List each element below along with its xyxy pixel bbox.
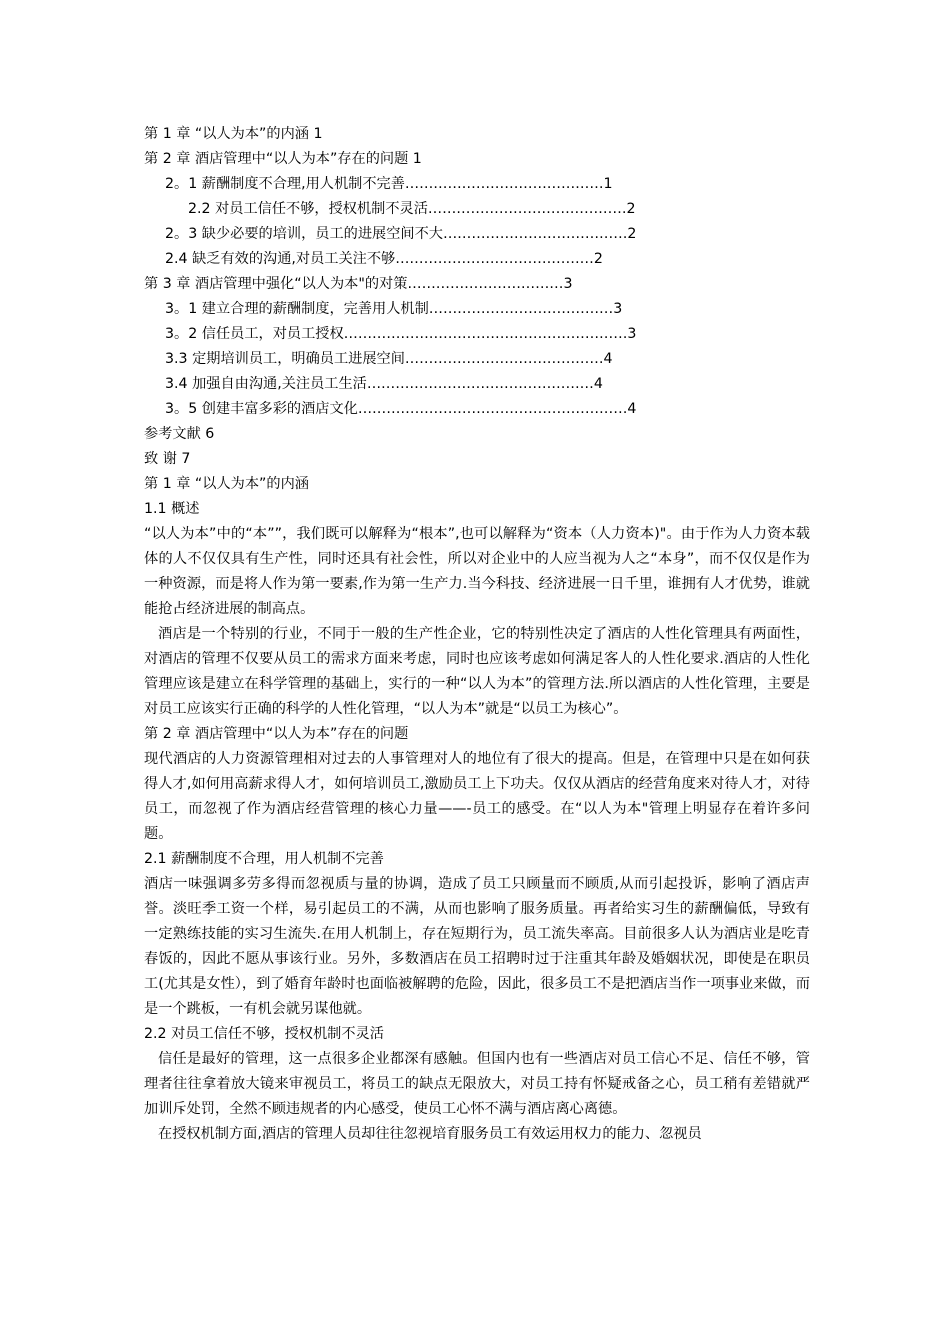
toc-entry-3-2: 3。2 信任员工，对员工授权……………………………………………………3: [165, 326, 637, 342]
section-2-2-heading: 2.2 对员工信任不够，授权机制不灵活: [144, 1026, 384, 1042]
section-2-1-heading: 2.1 薪酬制度不合理，用人机制不完善: [144, 851, 384, 867]
paragraph-2-intro: 现代酒店的人力资源管理相对过去的人事管理对人的地位有了很大的提高。但是，在管理中只是在如何获得人才,如何用高薪求得人才，如何培训员工,激励员工上下功夫。仅仅从酒店的经营角度来对待人才，对待员工，而忽视了作为酒店经营管理的核心力量——-员工的感受。在“以人为本"管理上明显存在着许多问题。: [144, 751, 810, 842]
toc-entry-ch2: 第 2 章 酒店管理中“以人为本”存在的问题 1: [144, 151, 422, 167]
toc-entry-2-2: 2.2 对员工信任不够，授权机制不灵活……………………………………2: [188, 201, 636, 217]
toc-entry-ch3: 第 3 章 酒店管理中强化“以人为本"的对策……………………………3: [144, 276, 573, 292]
table-of-contents: [144, 122, 810, 472]
paragraph-1-1-a: “以人为本”中的“本””，我们既可以解释为“根本”,也可以解释为“资本（人力资本)"。由于作为人力资本载体的人不仅仅具有生产性，同时还具有社会性，所以对企业中的人应当视为人之“本身”，而不仅仅是作为一种资源，而是将人作为第一要素,作为第一生产力.当今科技、经济进展一日千里，谁拥有人才优势，谁就能抢占经济进展的制高点。: [144, 526, 810, 617]
toc-entry-acknowledgements: 致 谢 7: [144, 451, 191, 467]
document-page: [144, 122, 810, 1147]
toc-entry-references: 参考文献 6: [144, 426, 215, 442]
toc-entry-2-1: 2。1 薪酬制度不合理,用人机制不完善……………………………………1: [165, 176, 613, 192]
toc-entry-2-4: 2.4 缺乏有效的沟通,对员工关注不够……………………………………2: [165, 251, 603, 267]
chapter-1-heading: 第 1 章 “以人为本”的内涵: [144, 476, 309, 492]
section-1-1-heading: 1.1 概述: [144, 501, 200, 517]
paragraph-2-2-b: 在授权机制方面,酒店的管理人员却往往忽视培育服务员工有效运用权力的能力、忽视员: [158, 1126, 702, 1142]
document-body: [144, 472, 810, 1147]
toc-entry-3-4: 3.4 加强自由沟通,关注员工生活…………………………………………4: [165, 376, 603, 392]
toc-entry-3-1: 3。1 建立合理的薪酬制度，完善用人机制…………………………………3: [165, 301, 623, 317]
toc-entry-3-5: 3。5 创建丰富多彩的酒店文化…………………………………………………4: [165, 401, 637, 417]
paragraph-2-1: 酒店一味强调多劳多得而忽视质与量的协调，造成了员工只顾量而不顾质,从而引起投诉，影响了酒店声誉。淡旺季工资一个样，易引起员工的不满，从而也影响了服务质量。再者给实习生的薪酬偏低，导致有一定熟练技能的实习生流失.在用人机制上，存在短期行为，员工流失率高。目前很多人认为酒店业是吃青春饭的，因此不愿从事该行业。另外，多数酒店在员工招聘时过于注重其年龄及婚姻状况，即使是在职员工(尤其是女性），到了婚育年龄时也面临被解聘的危险，因此，很多员工不是把酒店当作一项事业来做，而是一个跳板，一有机会就另谋他就。: [144, 876, 810, 1017]
toc-entry-ch1: 第 1 章 “以人为本”的内涵 1: [144, 126, 323, 142]
paragraph-1-1-b: 酒店是一个特别的行业，不同于一般的生产性企业，它的特别性决定了酒店的人性化管理具有两面性，对酒店的管理不仅要从员工的需求方面来考虑，同时也应该考虑如何满足客人的人性化要求.酒店的人性化管理应该是建立在科学管理的基础上，实行的一种“以人为本”的管理方法.所以酒店的人性化管理，主要是对员工应该实行正确的科学的人性化管理，“以人为本”就是“以员工为核心”。: [144, 626, 810, 717]
paragraph-2-2-a: 信任是最好的管理，这一点很多企业都深有感触。但国内也有一些酒店对员工信心不足、信任不够，管理者往往拿着放大镜来审视员工，将员工的缺点无限放大，对员工持有怀疑戒备之心，员工稍有差错就严加训斥处罚，全然不顾违规者的内心感受，使员工心怀不满与酒店离心离德。: [144, 1051, 810, 1117]
chapter-2-heading: 第 2 章 酒店管理中“以人为本”存在的问题: [144, 726, 409, 742]
toc-entry-2-3: 2。3 缺少必要的培训，员工的进展空间不大…………………………………2: [165, 226, 637, 242]
toc-entry-3-3: 3.3 定期培训员工，明确员工进展空间……………………………………4: [165, 351, 613, 367]
